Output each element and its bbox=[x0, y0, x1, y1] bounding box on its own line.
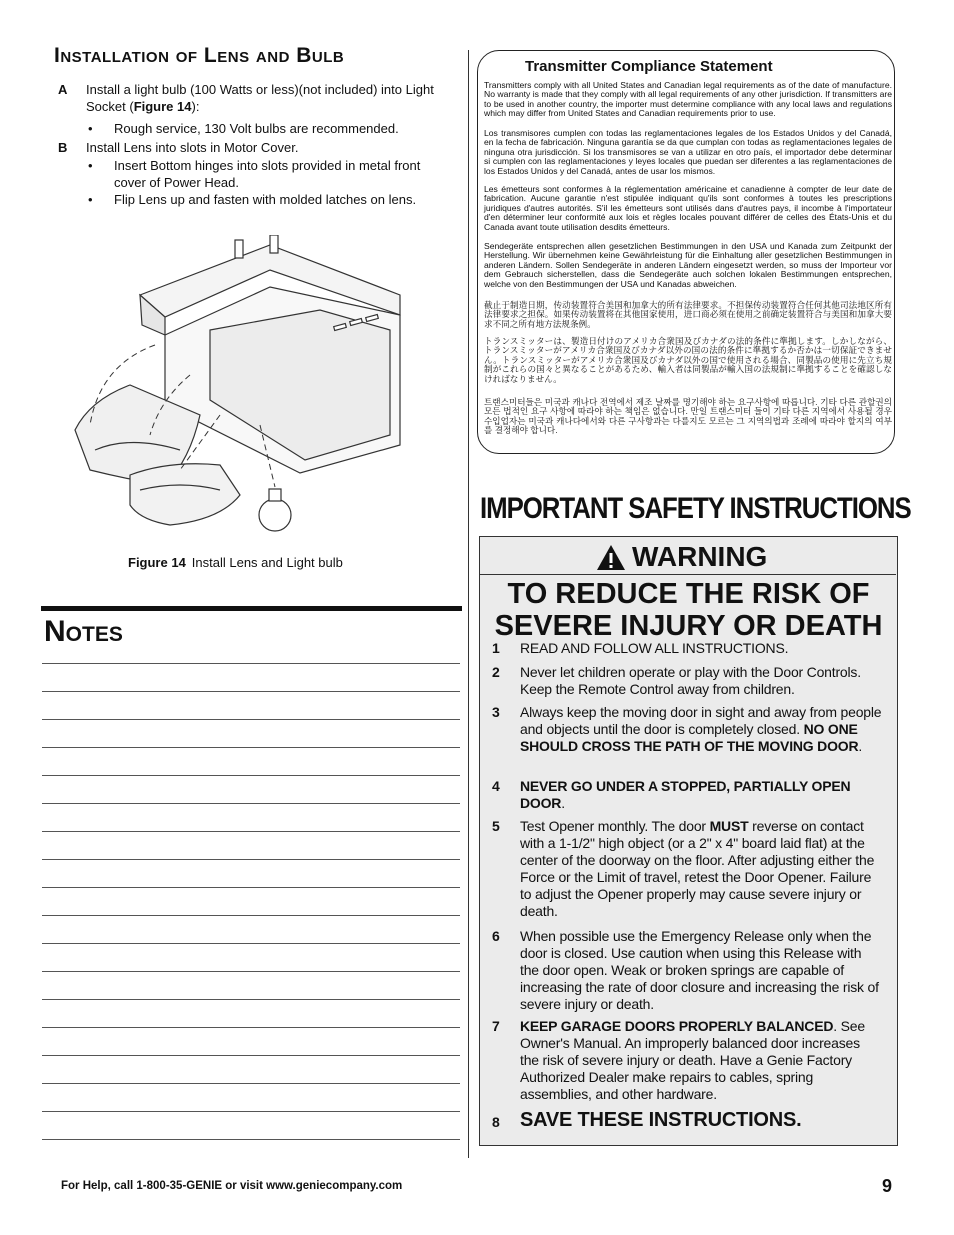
compliance-french: Les émetteurs sont conformes à la réglementation américaine et canadienne à compter de leur date de fabrication. Aucune garantie n'est stipulée indiquant qu'ils sont conformes à toutes les prescriptions juridiques d'autres autorités. S'il les émetteurs sont utilisés dans d'autres pays, il incombe à l'importateur d'en déterminer leur conformité aux lois et règles locales pouvant différer de celles des États-Unis et du Canada avant toute utilisation desdits émetteurs. bbox=[484, 184, 892, 232]
step-text: Install a light bulb (100 Watts or less)(not included) into Light Socket (Figure 14): bbox=[86, 82, 434, 114]
note-line bbox=[42, 915, 460, 916]
compliance-japanese: トランスミッターは、製造日付けのアメリカ合衆国及びカナダの法的条件に準拠します。しかしながら、トランスミッターがアメリカ合衆国及びカナダ以外の国の法的条件に準拠するか否かは一切保証できません。トランスミッターがアメリカ合衆国及びカナダ以外の国で使用される場合、同製品の使用に先立ち規制がこれらの国々と異なることがあるため、輸入者は同製品が輸入国の法規制に準拠することを確認しなければなりません。 bbox=[484, 336, 892, 384]
compliance-spanish: Los transmisores cumplen con todas las reglamentaciones legales de los Estados Unidos y del Canadá, en la fecha de fabricación. Ninguna garantía se da que cumplan con todas as reglamentaciones legales de ninguna otra jurisdicción. Si los transmisores se van a utilizar en otro país, el importador debe determinar si cumplen con las reglamentaciones y leyes locales que puedan ser diferentes a las reglamentaciones de los Estados Unidos y del Canadá, antes de usar los mismos. bbox=[484, 128, 892, 176]
compliance-title: Transmitter Compliance Statement bbox=[525, 58, 773, 75]
safety-title: IMPORTANT SAFETY INSTRUCTIONS bbox=[480, 492, 911, 525]
compliance-korean: 트랜스미터들은 미국과 캐나다 전역에서 제조 날짜를 명기해야 하는 요구사항에 따릅니다. 기타 다른 관할권의 모든 법적인 요구 사항에 따라야 하는 책임은 없습니다. 만일 트랜스미터 들이 기타 다른 지역에서 사용될 경우 수입업자는 미국과 캐나다에서와 다른 구사항과는 다를지도 모르는 그 지역의법과 조례에 따라야 할지의 여부를 결정해야 합니다. bbox=[484, 397, 892, 436]
compliance-chinese: 截止于制造日期，传动装置符合美国和加拿大的所有法律要求。不担保传动装置符合任何其他司法地区所有法律要求之担保。如果传动装置将在其他国家使用，进口商必须在使用之前确定装置符合与美国和加拿大要求不同之所有地方法规条例。 bbox=[484, 300, 892, 329]
note-line bbox=[42, 943, 460, 944]
page-number: 9 bbox=[882, 1176, 893, 1196]
note-line bbox=[42, 1139, 460, 1140]
column-divider bbox=[468, 50, 469, 1158]
note-line bbox=[42, 803, 460, 804]
note-line bbox=[42, 831, 460, 832]
step-letter: B bbox=[58, 140, 68, 155]
figure-lens-bulb-illustration bbox=[70, 235, 415, 540]
compliance-german: Sendegeräte entsprechen allen gesetzlichen Bestimmungen in den USA und Kanada zum Zeitpunkt der Herstellung. Wir übernehmen keine Gewährleistung für die Einhaltung aller gesetzlichen Bestimmungen in anderen Ländern. Sollen Sendegeräte in anderen Ländern eingesetzt werden, so muss der Importeur vor dem Gebrauch sicherstellen, dass die Sendegeräte auch solchen lokalen Bestimmungen entsprechen, welche von den Bestimmungen der USA und Kanadas abweichen. bbox=[484, 241, 892, 289]
warning-label: WARNING bbox=[632, 541, 768, 572]
footer-help-text: For Help, call 1-800-35-GENIE or visit www.geniecompany.com bbox=[61, 1180, 403, 1192]
note-line bbox=[42, 691, 460, 692]
figure-caption: Figure 14 Install Lens and Light bulb bbox=[128, 555, 343, 570]
notes-rule bbox=[41, 606, 462, 611]
note-line bbox=[42, 1111, 460, 1112]
note-line bbox=[42, 747, 460, 748]
warning-subtitle: TO REDUCE THE RISK OF SEVERE INJURY OR DEATH bbox=[494, 578, 883, 642]
section-heading: Installation of Lens and Bulb bbox=[54, 44, 345, 67]
note-line bbox=[42, 1027, 460, 1028]
note-line bbox=[42, 1055, 460, 1056]
notes-heading: Notes bbox=[44, 615, 123, 648]
note-line bbox=[42, 775, 460, 776]
step-text: Install Lens into slots in Motor Cover. bbox=[86, 140, 299, 155]
note-line bbox=[42, 663, 460, 664]
note-line bbox=[42, 859, 460, 860]
compliance-english: Transmitters comply with all United States and Canadian legal requirements as of the date of manufacture. No warranty is made that they comply with all legal requirements of any other jurisdiction. If transmitters are to be used in another country, the importer must determine compliance with any local laws and regulations which may differ from United States and Canadian requirements prior to use. bbox=[484, 80, 892, 119]
note-line bbox=[42, 971, 460, 972]
note-line bbox=[42, 999, 460, 1000]
note-line bbox=[42, 719, 460, 720]
note-line bbox=[42, 1083, 460, 1084]
note-line bbox=[42, 887, 460, 888]
step-letter: A bbox=[58, 82, 68, 97]
warning-triangle-icon bbox=[596, 544, 626, 571]
